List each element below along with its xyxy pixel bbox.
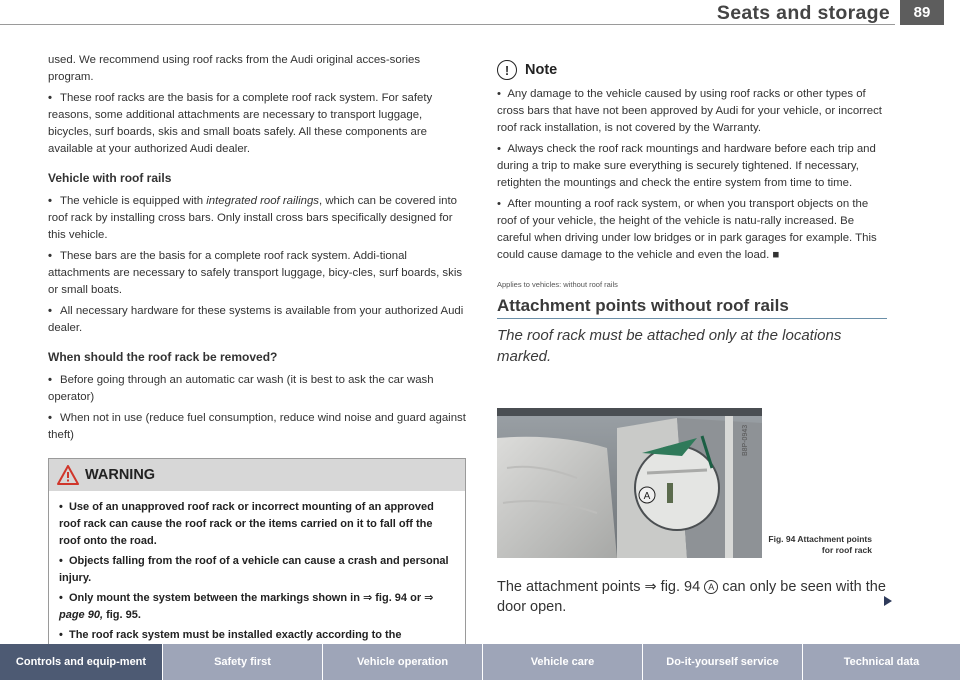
figure-image (497, 408, 762, 558)
list-item: • When not in use (reduce fuel consumption, reduce wind noise and guard against theft) (48, 412, 466, 441)
page-number: 89 (900, 0, 944, 25)
note-title: Note (525, 61, 558, 78)
footer-tab-safety[interactable]: Safety first (162, 644, 322, 680)
exclamation-circle-icon: ! (497, 60, 517, 80)
warning-box (48, 458, 466, 671)
footer-tab-operation[interactable]: Vehicle operation (322, 644, 482, 680)
section-title: Attachment points without roof rails (497, 297, 887, 319)
warning-item: • Objects falling from the roof of a vehicle can cause a crash and personal injury. (59, 555, 449, 584)
warning-triangle-icon (57, 465, 79, 485)
note-header (497, 60, 889, 80)
callout-a-icon: A (704, 580, 718, 594)
right-column (497, 60, 889, 367)
list-item: • These roof racks are the basis for a complete roof rack system. For safety reasons, some additional attachments are necessary to transport luggage, bicycles, surf boards, skis and small boats safely. All these components are available at your authorized Audi dealer. (48, 92, 433, 155)
section-header-title: Seats and storage (716, 2, 890, 24)
note-item: • Any damage to the vehicle caused by using roof racks or other types of cross bars that have not been approved by Audi for your vehicle, or incorrect roof rack installation, is not covered by the Warranty. (497, 88, 882, 134)
list-item: • All necessary hardware for these systems is available from your authorized Audi dealer. (48, 305, 464, 334)
footer-tab-care[interactable]: Vehicle care (482, 644, 642, 680)
figure-code: B8P-0943 (742, 424, 749, 456)
warning-item: • Only mount the system between the markings shown in ⇒ fig. 94 or ⇒ page 90, fig. 95. (59, 592, 434, 621)
warning-title: WARNING (85, 466, 156, 483)
warning-header (49, 459, 465, 491)
list-item: • These bars are the basis for a complete roof rack system. Addi-tional attachments are necessary to safely transport luggage, bicy-cles, surf boards, skis or small boats. (48, 250, 463, 296)
warning-item: • Use of an unapproved roof rack or incorrect mounting of an approved roof rack can cause the roof rack or the items carried on it to fall off the roof onto the road. (59, 501, 434, 547)
note-item: • Always check the roof rack mountings and hardware before each trip and during a trip to make sure everything is securely tightened. If necessary, retighten the mountings and check the entire system from time to time. (497, 143, 876, 189)
warning-item: • The roof rack system must be installed exactly according to the (59, 629, 402, 641)
applies-to-label: Applies to vehicles: without roof rails (497, 280, 618, 289)
figure-caption: Fig. 94 Attachment points for roof rack (768, 534, 872, 555)
list-item: • The vehicle is equipped with integrated roof railings, which can be covered into roof rack by installing cross bars. Only install cross bars specifically designed for this vehicle. (48, 195, 458, 241)
end-marker-icon: ■ (772, 249, 780, 261)
fig-reference-link[interactable]: ⇒ fig. 94 (362, 592, 408, 604)
footer-tab-controls[interactable]: Controls and equip-ment (0, 644, 162, 680)
heading-remove-rack: When should the roof rack be removed? (48, 350, 278, 364)
heading-roof-rails: Vehicle with roof rails (48, 171, 172, 185)
page-reference-link[interactable]: ⇒ page 90, fig. 95. (59, 592, 434, 621)
continue-arrow-icon[interactable] (884, 596, 892, 606)
figure-description: The attachment points ⇒ fig. 94 A can only be seen with the door open. (497, 579, 886, 615)
figure-label-a: A (643, 491, 651, 502)
intro-paragraph: used. We recommend using roof racks from the Audi original acces-sories program. (48, 54, 421, 83)
section-subtitle: The roof rack must be attached only at the locations marked. (497, 327, 842, 365)
footer-tab-diy[interactable]: Do-it-yourself service (642, 644, 802, 680)
left-column (48, 52, 466, 671)
footer-tab-technical[interactable]: Technical data (802, 644, 960, 680)
footer-nav (0, 644, 960, 680)
note-item: • After mounting a roof rack system, or when you transport objects on the roof of your vehicle, the height of the vehicle is natu-rally increased. Be careful when driving under low bridges or in park garages for example. This could cause damage to the vehicle and even the load. ■ (497, 198, 877, 261)
list-item: • Before going through an automatic car wash (it is best to ask the car wash operator) (48, 374, 434, 403)
